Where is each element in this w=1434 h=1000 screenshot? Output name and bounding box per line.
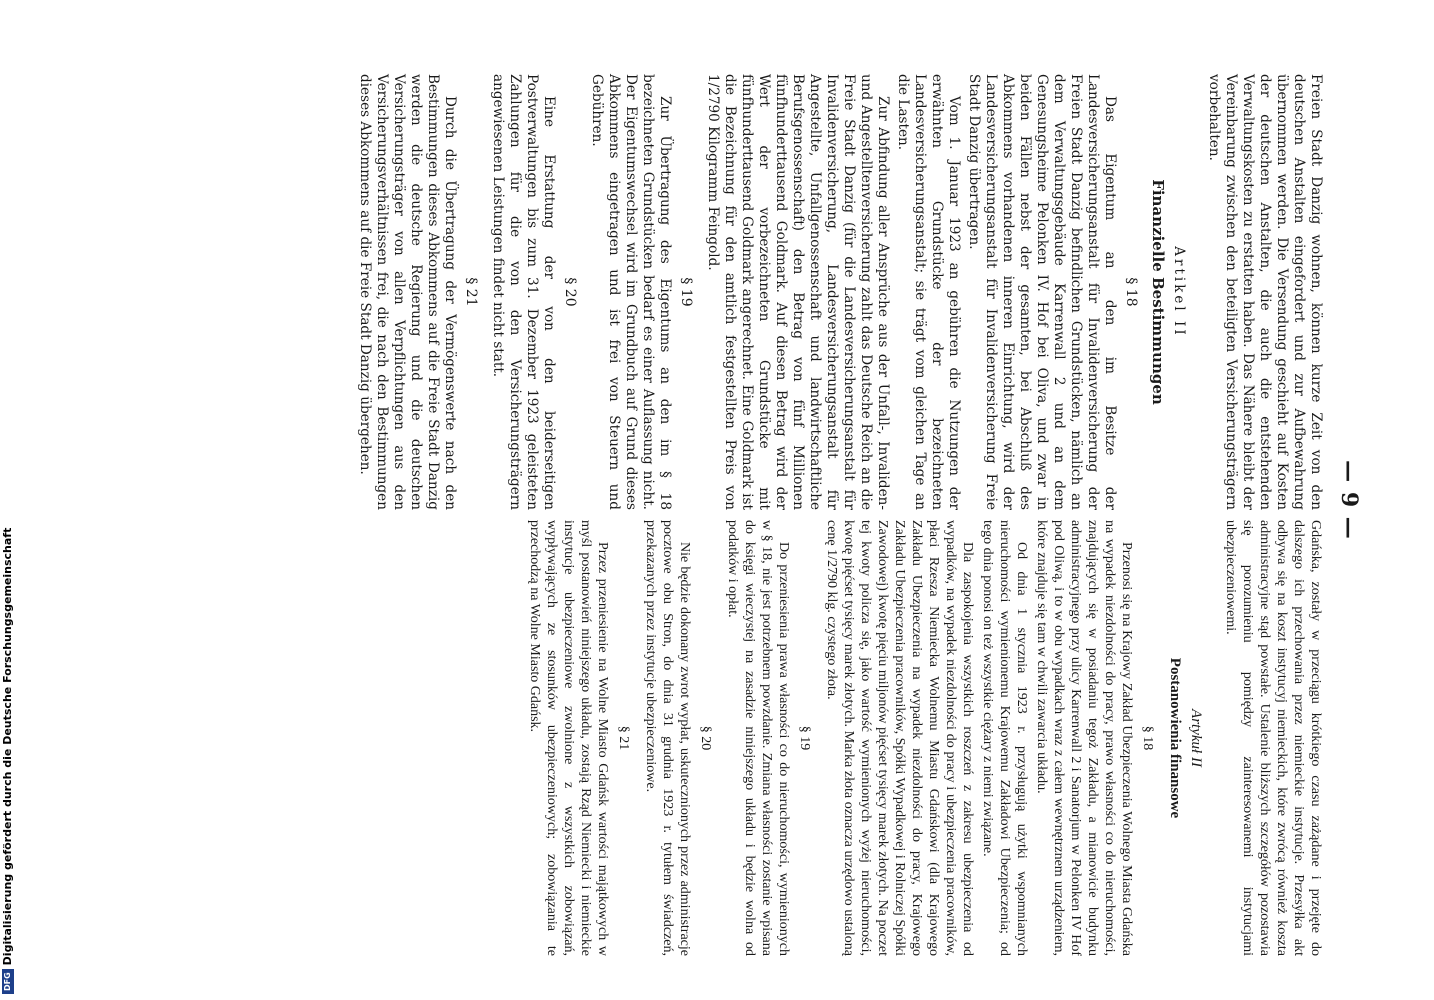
dfg-logo-icon: DFG (2, 969, 14, 994)
german-s18-p1: Das Eigentum an den im Besitze der Landesversicherungsanstalt für Invalidenversicherung der Freien Stadt Danzig befindlichen Grundstücken, nämlich an dem Verwaltungsgebäude Karrenwall 2 und an dem Genesungsheime Pelonken IV. Hof bei Oliva, und zwar in beiden Fällen nebst der gesamten, bei Abschluß des Abkommens vorhandenen inneren Einrichtung, wird der Landesversicherungsanstalt für Invalidenversicherung Freie Stadt Danzig übertragen. (966, 74, 1118, 510)
polish-s20-p1: Nie będzie dokonany zwrot wypłat, uskutecznionych przez administracje pocztowe obu Stron, do dnia 31 grudnia 1923 r. tytułem świadczeń, przekazanych przez instytucje ubezpieczeniowe. (643, 520, 692, 956)
polish-section-19-heading: § 19 (797, 725, 812, 751)
polish-article-title: Postanowienia finansowe (1167, 657, 1183, 819)
german-s21-p1: Durch die Übertragung der Vermögenswerte nach den Bestimmungen dieses Abkommens auf die Freie Stadt Danzig werden die deutsche Regierung und die deutschen Versicherungsträger von allen Verpflichtungen aus den Versicherungsverhältnissen frei, die nach den Bestimmungen dieses Abkommens auf die Freie Stadt Danzig übergehen. (357, 74, 458, 510)
german-article-title: Finanzielle Bestimmungen (1149, 179, 1167, 405)
polish-s18-p2: Od dnia 1 stycznia 1923 r. przysługują użytki wspomnianych nieruchomości wymienionemu Krajowemu Zakładowi Ubezpieczenia; od tego dnia ponosi on też wszystkie ciężary z niemi związane. (980, 520, 1029, 956)
polish-section-18-heading: § 18 (1140, 725, 1155, 751)
digitization-credit (0, 0, 16, 1000)
german-s19-p1: Zur Übertragung des Eigentums an den im § 18 bezeichneten Grundstücken bedarf es einer Auflassung nicht. Der Eigentumswechsel wird im Grundbuch auf Grund dieses Abkommens eingetragen und ist frei von Steuern und Gebühren. (589, 74, 673, 510)
credit-text: Digitalisierung gefördert durch die Deutsche Forschungsgemeinschaft (1, 527, 14, 966)
german-section-18-heading: § 18 (1123, 277, 1139, 307)
polish-s18-p3: Dla zaspokojenia wszystkich roszczeń z zakresu ubezpieczenia od wypadków, na wypadek niezdolności do pracy i ubezpieczenia pracowników, płaci Rzesza Niemiecka Wolnemu Miastu Gdańskowi (dla Krajowego Zakładu Ubezpieczenia na wypadek niezdolności do pracy, Krajowego Zakładu Ubezpieczenia pracowników, Spółki Wypadkowej i Rolniczej Spółki Zawodowej) kwotę pięciu miljonów pięćset tysięcy marek złotych. Na poczet tej kwoty policza się, jako wartość wymienionych wyżej nieruchomości, kwotę pięćset tysięcy marek złotych. Marka złota oznacza urzędowo ustaloną cenę 1/2790 klg. czystego złota. (824, 520, 975, 956)
polish-article-heading: Artykuł II (1188, 709, 1204, 767)
german-section-19-heading: § 19 (678, 277, 694, 307)
polish-s18-p1: Przenosi się na Krajowy Zakład Ubezpieczenia Wolnego Miasta Gdańska na wypadek niezdolności do pracy, prawo własności co do nieruchomości, znajdujących się w posiadaniu tegoż Zakładu, a mianowicie budynku administracyjnego przy ulicy Karrenwall 2 i Sanatorjum w Pelonken IV Hof pod Oliwą, i to w obu wypadkach wraz z całem wewnętrznem urządzeniem, które znajduje się tam w chwili zawarcia układu. (1034, 520, 1134, 956)
german-s18-p2: Vom 1. Januar 1923 an gebühren die Nutzungen der erwähnten Grundstücke der bezeichneten Landesversicherungsanstalt; sie trägt vom gleichen Tage an die Lasten. (895, 74, 962, 510)
german-article-heading: Artikel II (1171, 246, 1187, 338)
german-s20-p1: Eine Erstattung der von den beiderseitigen Postverwaltungen bis zum 31. Dezember 1923 geleisteten Zahlungen für die von den Versicherungsträgern angewiesenen Leistungen findet nicht statt. (490, 74, 557, 510)
german-column (353, 74, 1324, 510)
polish-s21-p1: Przez przeniesienie na Wolne Miasto Gdańsk wartości majątkowych w myśl postanowień niniejszego układu, zostają Rząd Niemiecki i niemieckie instytucje ubezpieczeniowe zwolnione z wszystkich zobowiązań, wypływających ze stosunków ubezpieczeniowych; zobowiązania te przechodzą na Wolne Miasto Gdańsk. (527, 520, 610, 956)
polish-s19-p1: Do przeniesienia prawa własności co do nieruchomości, wymienionych w § 18, nie jest potrzebnem powzdanie. Zmiana własności zostanie wpisana do księgi wieczystej na zasadzie niniejszego układu i będzie wolna od podatków i opłat. (725, 520, 791, 956)
page-number: — 9 — (1336, 460, 1362, 540)
polish-section-20-heading: § 20 (698, 725, 713, 751)
polish-column (523, 520, 1324, 956)
polish-section-21-heading: § 21 (616, 725, 631, 751)
polish-intro: Gdańska, zostały w przeciągu krótkiego czasu zażądane i przejęte do dalszego ich przechowania przez niemieckie instytucje. Przesyłka akt odbywa się na koszt instytucyj niemieckich, które zwrócą również koszta administracyjne stąd powstałe. Ustalenie bliższych szczegółów pozostawia się porozumieniu pomiędzy zainteresowanemi instytucjami ubezpieczeniowemi. (1223, 520, 1323, 956)
german-section-21-heading: § 21 (463, 277, 479, 307)
german-intro: Freien Stadt Danzig wohnen, können kurze Zeit von den deutschen Anstalten eingefordert und zur Aufbewahrung übernommen werden. Die Versendung geschieht auf Kosten der deutschen Anstalten, die auch die entstehenden Verwaltungskosten zu erstatten haben. Das Nähere bleibt der Vereinbarung zwischen den beteiligten Versicherungsträgern vorbehalten. (1206, 74, 1324, 510)
german-s18-p3: Zur Abfindung aller Ansprüche aus der Unfall-, Invaliden- und Angestelltenversicherung zahlt das Deutsche Reich an die Freie Stadt Danzig (für die Landesversicherungsanstalt für Invalidenversicherung, Landesversicherungsanstalt für Angestellte, Unfallgenossenschaft und landwirtschaftliche Berufsgenossenschaft) den Betrag von fünf Millionen fünfhunderttausend Goldmark. Auf diesen Betrag wird der Wert der vorbezeichneten Grundstücke mit fünfhunderttausend Goldmark angerechnet. Eine Goldmark ist die Bezeichnung für den amtlich festgestellten Preis von 1/2790 Kilogramm Feingold. (705, 74, 891, 510)
german-section-20-heading: § 20 (562, 277, 578, 307)
